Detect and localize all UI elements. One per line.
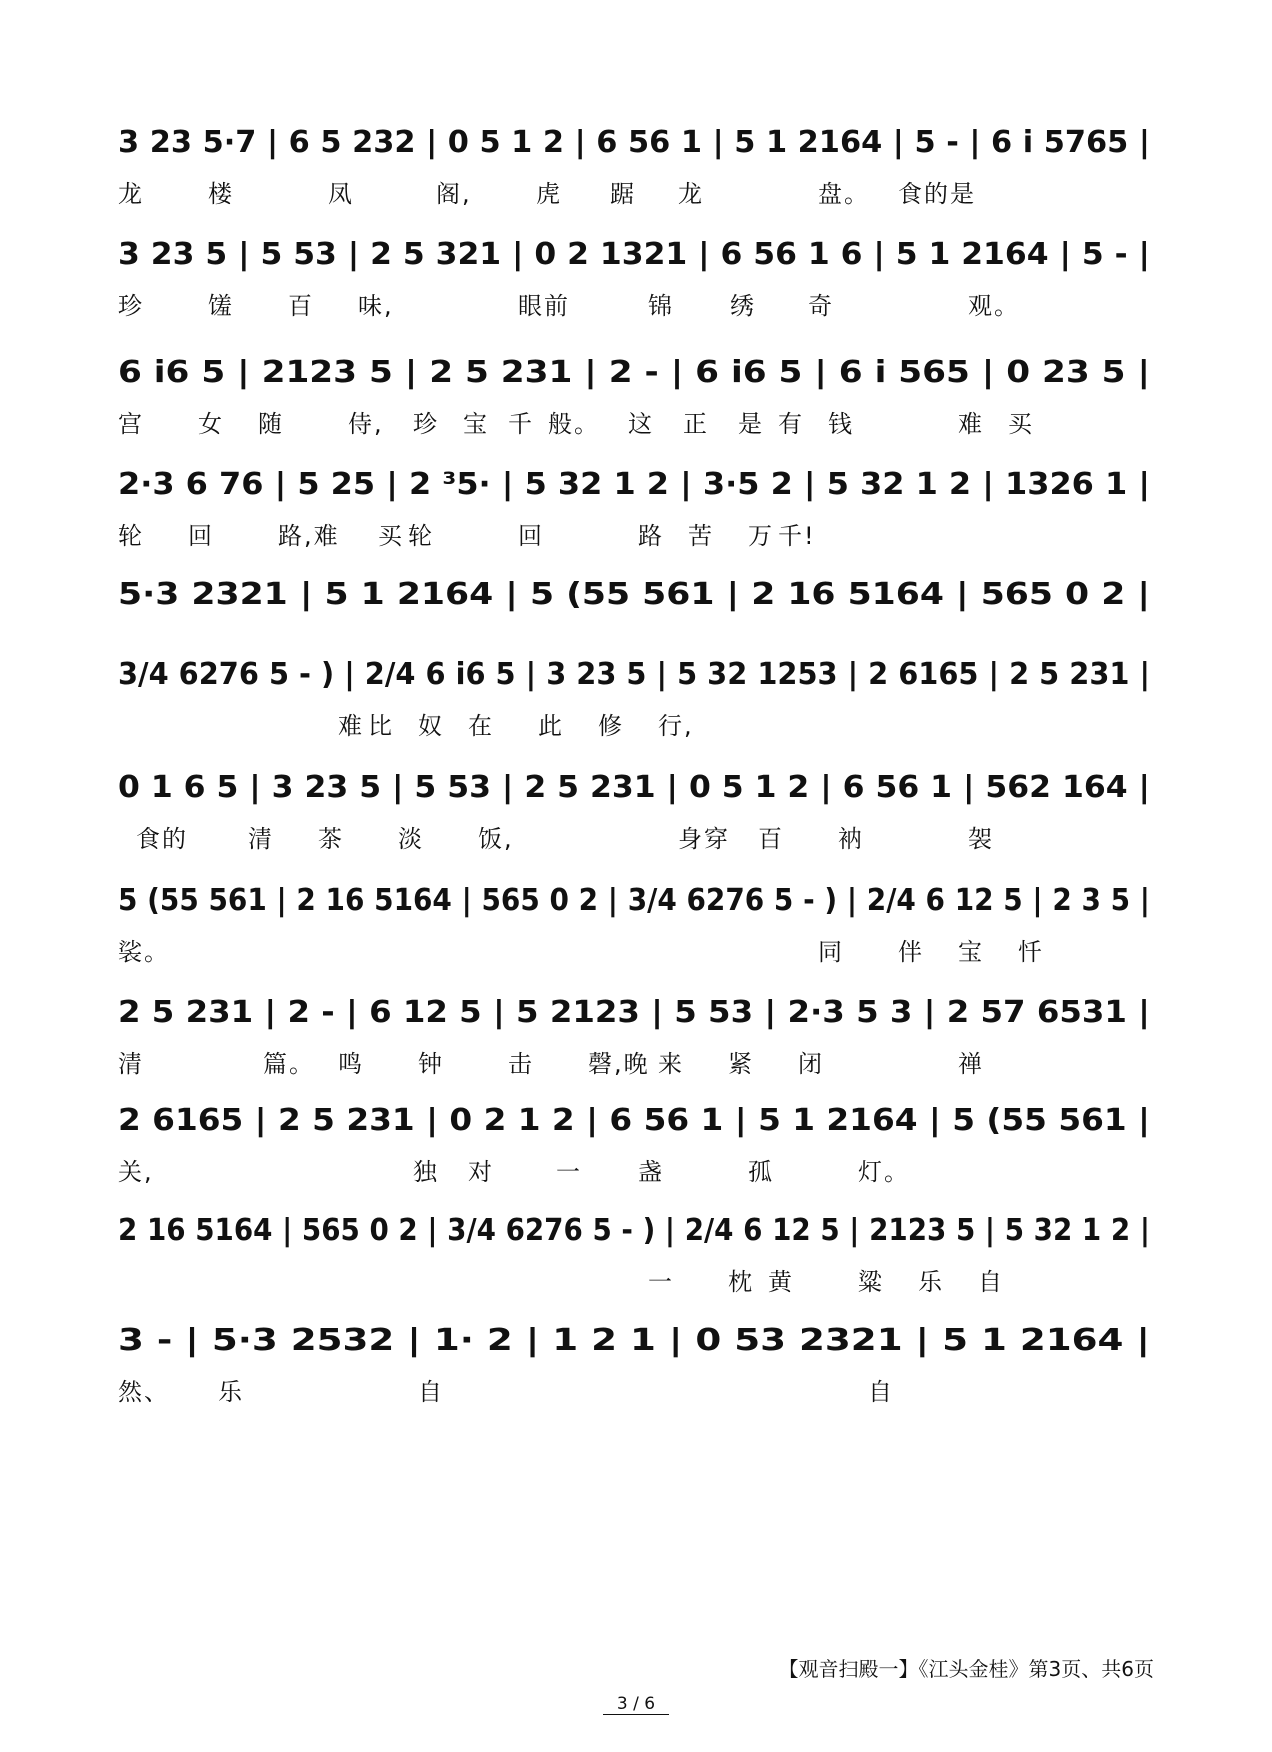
lyric-word: 伴 (898, 938, 924, 966)
lyric-word: 淡 (398, 825, 424, 853)
lyric-word: 回 (188, 522, 214, 550)
lyric-word: 凤 (328, 180, 354, 208)
lyric-word: 茶 (318, 825, 344, 853)
notation-svg (118, 350, 1158, 410)
lyric-word: 宝 (463, 410, 489, 438)
lyric-word: 关, (118, 1158, 154, 1186)
lyric-word: 绣 (730, 292, 756, 320)
lyric-word: 食的是 (898, 180, 976, 208)
lyric-word: 袈 (968, 825, 994, 853)
lyric-word: 然、 (118, 1378, 170, 1406)
lyric-word: 珍 (118, 292, 144, 320)
lyric-word: 灯。 (858, 1158, 910, 1186)
lyric-word: 自 (868, 1378, 894, 1406)
notation-text: 5 (55 561 | 2 16 5164 | 565 0 2 | 3/4 6276 5 - ) | 2/4 6 12 5 | 2 3 5 | (118, 883, 1150, 918)
lyric-word: 难 (958, 410, 984, 438)
notation-svg (118, 232, 1158, 292)
lyric-word: 乐 (918, 1268, 944, 1296)
lyric-word: 自 (978, 1268, 1004, 1296)
lyric-word: 有 (778, 410, 804, 438)
notation-text: 2 6165 | 2 5 231 | 0 2 1 2 | 6 56 1 | 5 1 2164 | 5 (55 561 | (118, 1103, 1150, 1138)
notation-text: 2 5 231 | 2 - | 6 12 5 | 5 2123 | 5 53 | 2·3 5 3 | 2 57 6531 | (118, 995, 1150, 1030)
lyrics-line (118, 286, 1158, 320)
lyric-word: 眼前 (518, 292, 570, 320)
notation-text: 2 16 5164 | 565 0 2 | 3/4 6276 5 - ) | 2/4 6 12 5 | 2123 5 | 5 32 1 2 | (118, 1213, 1150, 1248)
lyric-word: 修 (598, 712, 624, 740)
lyric-word: 紧 (728, 1050, 754, 1078)
lyric-word: 百 (758, 825, 784, 853)
lyric-word: 衲 (838, 825, 864, 853)
lyric-word: 在 (468, 712, 494, 740)
page-number (0, 1694, 1272, 1714)
lyric-word: 一 (648, 1268, 674, 1296)
lyric-word: 奴 (418, 712, 444, 740)
lyric-word: 乐 (218, 1378, 244, 1406)
lyric-word: 钟 (418, 1050, 444, 1078)
lyric-word: 观。 (968, 292, 1020, 320)
lyrics-line (118, 1044, 1158, 1078)
lyric-word: 枕 (728, 1268, 754, 1296)
lyric-word: 轮 (408, 522, 434, 550)
lyric-word: 般。 (548, 410, 600, 438)
notation-svg (118, 878, 1158, 938)
lyric-word: 禅 (958, 1050, 984, 1078)
lyric-word: 女 (198, 410, 224, 438)
lyric-word: 宝 (958, 938, 984, 966)
lyric-word: 鸣 (338, 1050, 364, 1078)
lyric-word: 此 (538, 712, 564, 740)
lyric-word: 身穿 (678, 825, 730, 853)
lyric-word: 买 (378, 522, 404, 550)
notation-text: 0 1 6 5 | 3 23 5 | 5 53 | 2 5 231 | 0 5 1 2 | 6 56 1 | 562 164 | (118, 770, 1150, 805)
notation-text: 3/4 6276 5 - ) | 2/4 6 i6 5 | 3 23 5 | 5 32 1253 | 2 6165 | 2 5 231 | (118, 657, 1150, 692)
notation-svg (118, 462, 1158, 522)
lyric-word: 饭, (478, 825, 514, 853)
footer-title: 【观音扫殿一】《江头金桂》第3页、共6页 (778, 1657, 1154, 1681)
lyrics-line (118, 1372, 1158, 1406)
notation-svg (118, 572, 1158, 632)
notation-svg (118, 120, 1158, 180)
lyric-word: 行, (658, 712, 694, 740)
lyric-word: 击 (508, 1050, 534, 1078)
lyric-word: 闭 (798, 1050, 824, 1078)
page-number-text: 3 / 6 (603, 1694, 669, 1715)
lyric-word: 虎 (536, 180, 562, 208)
lyric-word: 奇 (808, 292, 834, 320)
lyric-word: 盏 (638, 1158, 664, 1186)
notation-text: 3 - | 5·3 2532 | 1· 2 | 1 2 1 | 0 53 2321 | 5 1 2164 | (118, 1323, 1150, 1358)
notation-text: 3 23 5·7 | 6 5 232 | 0 5 1 2 | 6 56 1 | 5 1 2164 | 5 - | 6 i 5765 | (118, 125, 1150, 160)
lyric-word: 钱 (828, 410, 854, 438)
lyrics-line (118, 516, 1158, 550)
notation-svg (118, 1098, 1158, 1158)
lyric-word: 苦 (688, 522, 714, 550)
lyric-word: 馐 (208, 292, 234, 320)
lyric-word: 阁, (436, 180, 472, 208)
lyric-word: 一 (556, 1158, 582, 1186)
lyric-word: 珍 (413, 410, 439, 438)
lyrics-line (118, 174, 1158, 208)
notation-text: 6 i6 5 | 2123 5 | 2 5 231 | 2 - | 6 i6 5 | 6 i 565 | 0 23 5 | (118, 355, 1150, 390)
notation-svg (118, 1318, 1158, 1378)
notation-text: 3 23 5 | 5 53 | 2 5 321 | 0 2 1321 | 6 56 1 6 | 5 1 2164 | 5 - | (118, 237, 1150, 272)
lyric-word: 路 (638, 522, 664, 550)
notation-svg (118, 1208, 1158, 1268)
lyric-word: 龙 (678, 180, 704, 208)
notation-svg (118, 652, 1158, 712)
lyric-word: 黄 (768, 1268, 794, 1296)
lyric-word: 清 (118, 1050, 144, 1078)
lyric-word: 忏 (1018, 938, 1044, 966)
notation-text: 5·3 2321 | 5 1 2164 | 5 (55 561 | 2 16 5164 | 565 0 2 | (118, 577, 1150, 612)
lyric-word: 千! (778, 522, 816, 550)
lyric-word: 买 (1008, 410, 1034, 438)
lyric-word: 粱 (858, 1268, 884, 1296)
lyric-word: 比 (368, 712, 394, 740)
lyric-word: 食的 (136, 825, 188, 853)
lyric-word: 这 (628, 410, 654, 438)
lyric-word: 独 (413, 1158, 439, 1186)
lyric-word: 同 (818, 938, 844, 966)
lyric-word: 龙 (118, 180, 144, 208)
lyric-word: 侍, (348, 410, 384, 438)
lyric-word: 篇。 (263, 1050, 315, 1078)
lyric-word: 百 (288, 292, 314, 320)
lyric-word: 宫 (118, 410, 144, 438)
lyric-word: 自 (418, 1378, 444, 1406)
lyrics-line (118, 1152, 1158, 1186)
lyric-word: 对 (468, 1158, 494, 1186)
lyric-word: 万 (748, 522, 774, 550)
lyric-word: 踞 (610, 180, 636, 208)
lyric-word: 楼 (208, 180, 234, 208)
notation-text: 2·3 6 76 | 5 25 | 2 ³5· | 5 32 1 2 | 3·5 2 | 5 32 1 2 | 1326 1 | (118, 467, 1150, 502)
lyrics-line (118, 1262, 1158, 1296)
lyric-word: 轮 (118, 522, 144, 550)
lyric-word: 磬,晚 (588, 1050, 650, 1078)
lyric-word: 来 (658, 1050, 684, 1078)
lyric-word: 回 (518, 522, 544, 550)
lyric-word: 千 (508, 410, 534, 438)
lyric-word: 是 (738, 410, 764, 438)
lyric-word: 难 (338, 712, 364, 740)
lyric-word: 味, (358, 292, 394, 320)
notation-svg (118, 990, 1158, 1050)
lyric-word: 随 (258, 410, 284, 438)
lyrics-line (118, 819, 1158, 853)
lyric-word: 清 (248, 825, 274, 853)
lyric-word: 正 (683, 410, 709, 438)
lyric-word: 锦 (648, 292, 674, 320)
lyric-word: 路,难 (278, 522, 340, 550)
lyrics-line (118, 706, 1158, 740)
lyric-word: 孤 (748, 1158, 774, 1186)
lyrics-line (118, 404, 1158, 438)
lyrics-line (118, 932, 1158, 966)
lyric-word: 裟。 (118, 938, 170, 966)
lyric-word: 盘。 (818, 180, 870, 208)
notation-svg (118, 765, 1158, 825)
